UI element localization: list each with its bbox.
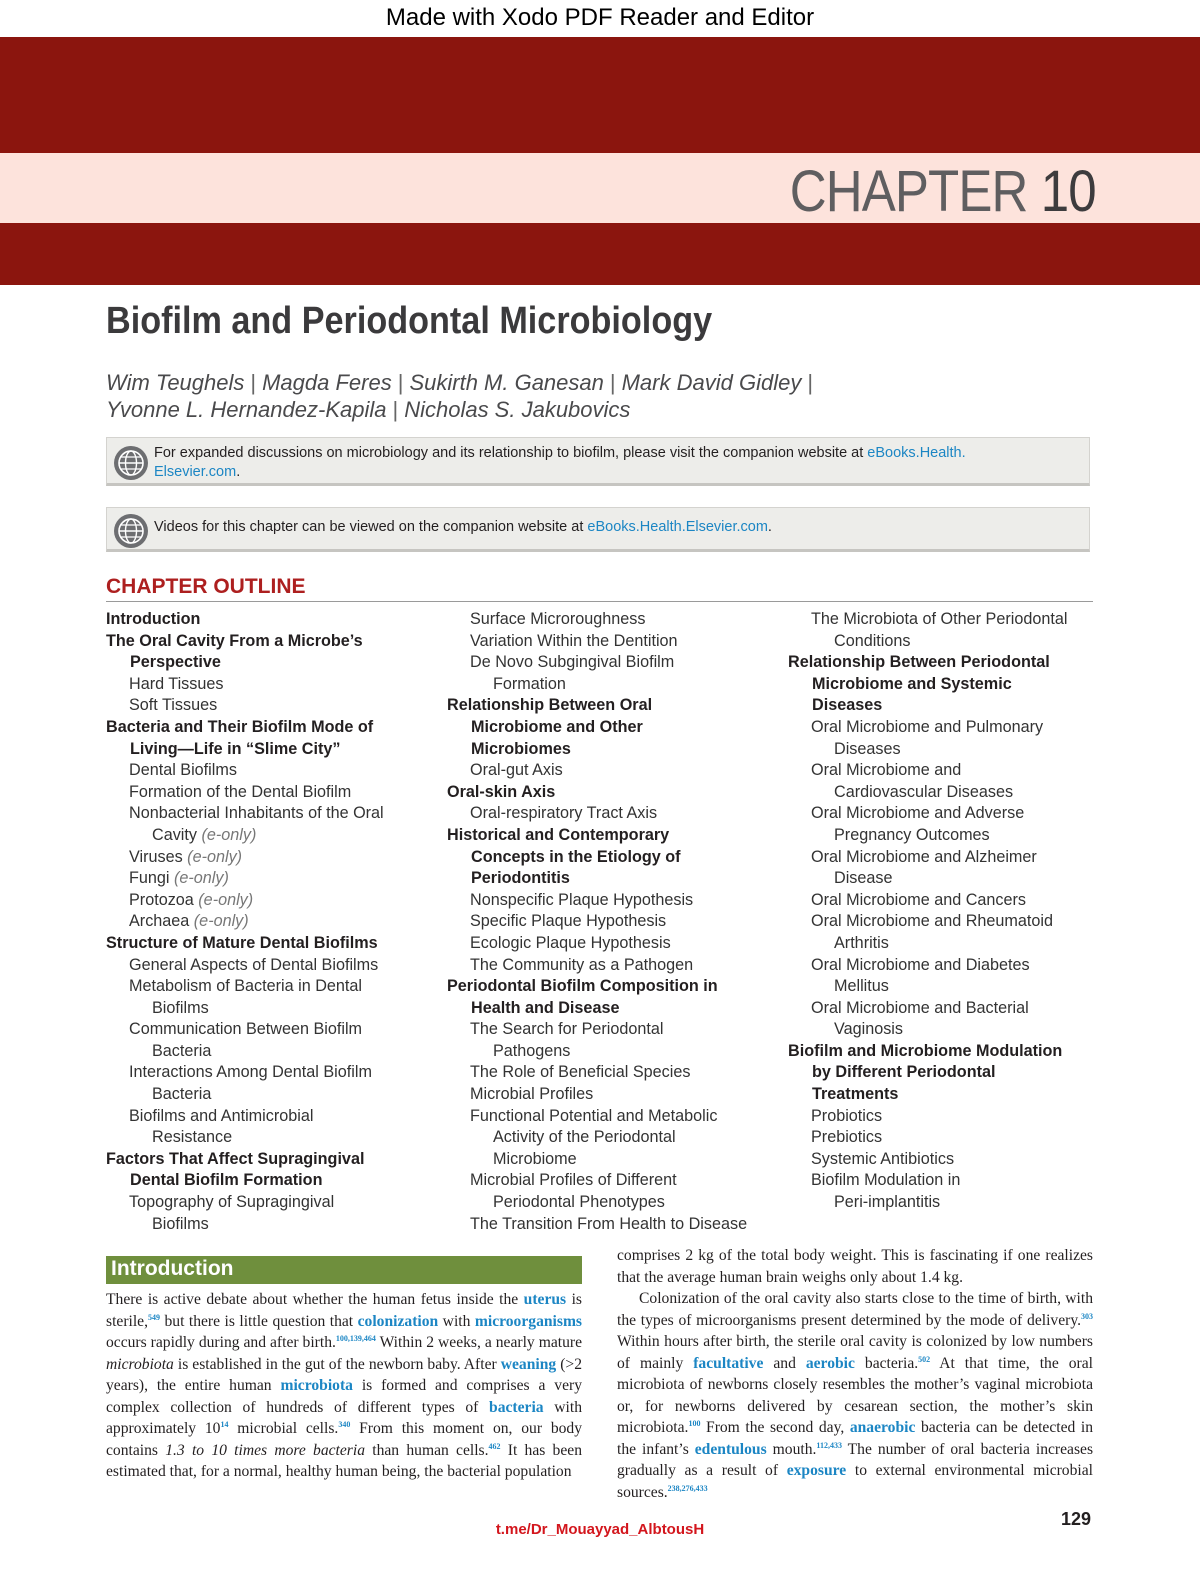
chapter-label — [790, 158, 1096, 225]
outline-entry[interactable]: Nonspecific Plaque Hypothesis — [470, 890, 694, 909]
outline-entry[interactable]: Prebiotics — [811, 1128, 883, 1147]
outline-entry[interactable]: Oral Microbiome and Diabetes — [811, 955, 1030, 974]
outline-entry[interactable]: Biofilm Modulation in — [811, 1171, 961, 1190]
outline-entry[interactable]: Structure of Mature Dental Biofilms — [106, 933, 378, 952]
outline-entry[interactable]: Archaea (e-only) — [129, 912, 249, 931]
glossary-term[interactable]: aerobic — [805, 1354, 855, 1372]
outline-entry[interactable]: Communication Between Biofilm — [129, 1020, 363, 1039]
citation-reference[interactable]: 112,433 — [816, 1440, 842, 1450]
outline-entry[interactable]: Interactions Among Dental Biofilm — [129, 1063, 372, 1082]
outline-entry[interactable]: Mellitus — [834, 977, 889, 996]
outline-entry[interactable]: Periodontal Phenotypes — [493, 1193, 665, 1212]
outline-entry[interactable]: Microbiomes — [471, 739, 571, 758]
glossary-term[interactable]: exposure — [786, 1462, 847, 1479]
intro-paragraph-2: Colonization of the oral cavity also starts close to the time of birth, with the types of microorganisms present determined by the mode of delivery.$^{303}$ Within hours after birth, the sterile oral cavity is colonized by low numbers of mainly facultative and aerobic bacteria.$^{502}$ At that time, the oral microbiota of newborns closely resembles the mother’s vaginal microbiota or, for newborns delivered by cesarean section, the mother’s skin microbiota.$^{100}$ From the second day, anaerobic bacteria can be detected in the infant’s edentulous mouth.$^{112,433}$ The number of oral bacteria increases gradually as a result of exposure to external environmental microbial sources.$^{238,276,433}$ — [617, 1290, 1094, 1501]
author-separator: | — [250, 370, 257, 395]
chapter-title: Biofilm and Periodontal Microbiology — [106, 300, 713, 342]
outline-entry[interactable]: Relationship Between Periodontal — [788, 653, 1050, 672]
outline-entry[interactable]: Formation — [493, 674, 566, 693]
author-name: Magda Feres — [262, 370, 392, 395]
outline-entry[interactable]: Ecologic Plaque Hypothesis — [470, 933, 671, 952]
chapter-word: CHAPTER — [789, 159, 1028, 224]
outline-column-2 — [447, 609, 772, 1235]
outline-entry[interactable]: Oral Microbiome and Rheumatoid — [811, 912, 1054, 931]
chapter-number: 10 — [1040, 159, 1096, 224]
outline-entry[interactable]: Specific Plaque Hypothesis — [470, 912, 667, 931]
outline-entry[interactable]: Variation Within the Dentition — [470, 631, 678, 650]
expanded-discussion-text: For expanded discussions on microbiology and its relationship to biofilm, please visit the companion website at eBooks.Health. Elsevier.com. — [154, 445, 966, 480]
outline-entry[interactable]: Peri-implantitis — [834, 1193, 941, 1212]
globe-icon — [112, 444, 150, 482]
outline-entry[interactable]: Microbial Profiles — [470, 1085, 594, 1104]
outline-entry[interactable]: The Role of Beneficial Species — [470, 1063, 691, 1082]
outline-entry[interactable]: Probiotics — [811, 1106, 883, 1125]
citation-reference[interactable]: 100 — [688, 1418, 701, 1428]
outline-entry[interactable]: Hard Tissues — [129, 674, 224, 693]
outline-entry[interactable]: Oral Microbiome and Cancers — [811, 890, 1027, 909]
e-only-tag: (e-only) — [189, 912, 249, 931]
citation-reference[interactable]: 549 — [148, 1312, 160, 1322]
outline-entry[interactable]: Biofilms and Antimicrobial — [129, 1106, 314, 1125]
outline-entry[interactable]: The Oral Cavity From a Microbe’s — [106, 631, 363, 650]
outline-entry[interactable]: Nonbacterial Inhabitants of the Oral — [129, 804, 384, 823]
author-separator: | — [397, 370, 404, 395]
outline-entry[interactable]: Oral Microbiome and — [811, 761, 962, 780]
glossary-term[interactable]: microorganisms — [474, 1312, 582, 1330]
page-number: 129 — [1061, 1509, 1092, 1529]
outline-entry[interactable]: Conditions — [834, 631, 911, 650]
intro-paragraph-1-continued: comprises 2 kg of the total body weight. This is fascinating if one realizes that the average human brain weighs only about 1.4 kg. — [617, 1247, 1093, 1286]
outline-entry[interactable]: Diseases — [812, 696, 883, 715]
outline-entry[interactable]: Relationship Between Oral — [447, 696, 653, 715]
outline-entry[interactable]: Oral-skin Axis — [447, 782, 556, 801]
outline-entry[interactable]: Biofilms — [152, 998, 209, 1017]
author-name: Yvonne L. Hernandez-Kapila — [106, 397, 387, 422]
companion-website-link-cont[interactable]: Elsevier.com — [154, 464, 237, 480]
outline-entry[interactable]: Microbiome — [493, 1149, 577, 1168]
outline-entry[interactable]: Treatments — [812, 1085, 899, 1104]
outline-column-3 — [788, 609, 1100, 1214]
outline-entry[interactable]: Bacteria — [152, 1041, 212, 1060]
citation-reference[interactable]: 502 — [918, 1354, 931, 1364]
author-name: Wim Teughels — [106, 370, 245, 395]
author-name: Nicholas S. Jakubovics — [404, 397, 631, 422]
outline-entry[interactable]: Resistance — [152, 1128, 233, 1147]
glossary-term[interactable]: microbiota — [280, 1377, 353, 1394]
videos-website-link[interactable]: eBooks.Health.Elsevier.com — [587, 519, 768, 535]
outline-entry[interactable]: Topography of Supragingival — [129, 1193, 335, 1212]
introduction-heading: Introduction — [111, 1257, 234, 1280]
chapter-outline-heading: CHAPTER OUTLINE — [106, 575, 306, 598]
outline-entry[interactable]: Bacteria and Their Biofilm Mode of — [106, 717, 374, 736]
introduction-heading-bar — [106, 1256, 582, 1284]
outline-entry[interactable]: General Aspects of Dental Biofilms — [129, 955, 379, 974]
glossary-term[interactable]: colonization — [357, 1312, 439, 1330]
glossary-term[interactable]: weaning — [500, 1355, 557, 1373]
outline-divider — [106, 601, 1093, 602]
outline-entry[interactable]: Activity of the Periodontal — [493, 1128, 676, 1147]
videos-note — [106, 507, 1090, 552]
outline-entry[interactable]: Biofilm and Microbiome Modulation — [788, 1041, 1063, 1060]
outline-entry[interactable]: Introduction — [106, 610, 201, 628]
citation-reference[interactable]: 14 — [220, 1419, 229, 1429]
outline-entry[interactable]: Oral Microbiome and Bacterial — [811, 998, 1029, 1017]
outline-entry[interactable]: Protozoa (e-only) — [129, 890, 254, 909]
e-only-tag: (e-only) — [196, 825, 257, 844]
outline-entry[interactable]: Oral Microbiome and Pulmonary — [811, 717, 1044, 736]
outline-entry[interactable]: Arthritis — [834, 933, 889, 952]
outline-entry[interactable]: Biofilms — [152, 1214, 209, 1233]
author-name: Sukirth M. Ganesan — [409, 370, 604, 395]
author-name: Mark David Gidley — [621, 370, 802, 395]
glossary-term[interactable]: bacteria — [489, 1398, 544, 1416]
outline-entry[interactable]: Periodontal Biofilm Composition in — [447, 977, 718, 996]
outline-entry[interactable]: Functional Potential and Metabolic — [470, 1106, 718, 1125]
glossary-term[interactable]: uterus — [523, 1291, 567, 1308]
outline-entry[interactable]: Vaginosis — [834, 1020, 903, 1039]
body-column-right — [617, 1245, 1093, 1503]
outline-entry[interactable]: Surface Microroughness — [470, 610, 646, 628]
companion-website-link[interactable]: eBooks.Health. — [867, 445, 966, 461]
outline-entry[interactable]: Pathogens — [493, 1041, 571, 1060]
intro-paragraph-1: There is active debate about whether the human fetus inside the uterus is sterile,$^{549}$ but there is little question that colonization with microorganisms occurs rapidly during and after birth.$^{100,139,464}$ Within 2 weeks, a nearly mature microbiota is established in the gut of the newborn baby. After weaning (>2 years), the entire human microbiota is formed and comprises a very complex collection of hundreds of different types of bacteria with approximately $10^{14}$ microbial cells.$^{340}$ From this moment on, our body contains 1.3 to 10 times more bacteria than human cells.$^{462}$ It has been estimated that, for a normal, healthy human being, the bacterial population — [106, 1291, 583, 1480]
author-separator: | — [807, 370, 814, 395]
outline-entry[interactable]: Soft Tissues — [129, 696, 218, 715]
outline-entry[interactable]: Fungi (e-only) — [129, 869, 229, 888]
outline-entry[interactable]: Pregnancy Outcomes — [834, 825, 990, 844]
e-only-tag: (e-only) — [169, 869, 229, 888]
outline-entry[interactable]: Diseases — [834, 739, 901, 758]
body-column-left — [106, 1289, 582, 1483]
footer-telegram-link[interactable]: t.me/Dr_Mouayyad_AlbtousH — [495, 1521, 705, 1538]
chapter-header-band-top — [0, 37, 1200, 153]
outline-entry[interactable]: Microbiome and Systemic — [812, 674, 1012, 693]
xodo-watermark: Made with Xodo PDF Reader and Editor — [385, 4, 815, 31]
author-separator: | — [609, 370, 616, 395]
e-only-tag: (e-only) — [193, 890, 254, 909]
outline-entry[interactable]: Dental Biofilms — [129, 761, 237, 780]
chapter-header-band-bottom — [0, 223, 1200, 285]
outline-entry[interactable]: Microbial Profiles of Different — [470, 1171, 677, 1190]
outline-entry[interactable]: The Search for Periodontal — [470, 1020, 664, 1039]
outline-entry[interactable]: Concepts in the Etiology of — [471, 847, 681, 866]
outline-entry[interactable]: The Transition From Health to Disease — [470, 1214, 748, 1233]
glossary-term[interactable]: edentulous — [694, 1440, 767, 1458]
outline-entry[interactable]: Microbiome and Other — [471, 717, 643, 736]
author-list — [106, 369, 819, 423]
outline-entry[interactable]: Bacteria — [152, 1085, 212, 1104]
outline-entry[interactable]: Oral-gut Axis — [470, 761, 563, 780]
outline-column-1 — [106, 609, 436, 1235]
outline-entry[interactable]: Cardiovascular Diseases — [834, 782, 1014, 801]
outline-entry[interactable]: Perspective — [130, 653, 221, 672]
outline-entry[interactable]: Disease — [834, 869, 893, 888]
outline-entry[interactable]: De Novo Subgingival Biofilm — [470, 653, 675, 672]
citation-reference[interactable]: 462 — [488, 1441, 501, 1451]
outline-entry[interactable]: The Microbiota of Other Periodontal — [811, 610, 1068, 628]
outline-entry[interactable]: Historical and Contemporary — [447, 825, 670, 844]
outline-entry[interactable]: by Different Periodontal — [812, 1063, 996, 1082]
citation-reference[interactable]: 340 — [338, 1419, 351, 1429]
outline-entry[interactable]: Cavity (e-only) — [152, 825, 257, 844]
outline-entry[interactable]: Metabolism of Bacteria in Dental — [129, 977, 363, 996]
globe-icon — [112, 512, 150, 550]
citation-reference[interactable]: 303 — [1081, 1311, 1093, 1321]
outline-entry[interactable]: Oral Microbiome and Alzheimer — [811, 847, 1037, 866]
citation-reference[interactable]: 238,276,433 — [667, 1483, 708, 1493]
citation-reference[interactable]: 100,139,464 — [335, 1333, 376, 1343]
outline-entry[interactable]: Dental Biofilm Formation — [130, 1171, 323, 1190]
glossary-term[interactable]: facultative — [693, 1354, 764, 1372]
expanded-discussion-note — [106, 437, 1090, 486]
author-line-1 — [106, 369, 819, 396]
outline-entry[interactable]: Living—Life in “Slime City” — [130, 739, 341, 758]
outline-entry[interactable]: Viruses (e-only) — [129, 847, 243, 866]
videos-note-text: Videos for this chapter can be viewed on the companion website at eBooks.Health.Elsevier.com. — [154, 519, 772, 535]
outline-entry[interactable]: Periodontitis — [471, 869, 570, 888]
outline-entry[interactable]: Formation of the Dental Biofilm — [129, 782, 352, 801]
outline-entry[interactable]: Oral Microbiome and Adverse — [811, 804, 1025, 823]
e-only-tag: (e-only) — [182, 847, 243, 866]
outline-entry[interactable]: The Community as a Pathogen — [470, 955, 694, 974]
author-line-2 — [106, 396, 819, 423]
author-separator: | — [392, 397, 399, 422]
outline-entry[interactable]: Health and Disease — [471, 998, 620, 1017]
outline-entry[interactable]: Factors That Affect Supragingival — [106, 1149, 365, 1168]
outline-entry[interactable]: Oral-respiratory Tract Axis — [470, 804, 658, 823]
glossary-term[interactable]: anaerobic — [849, 1419, 916, 1436]
outline-entry[interactable]: Systemic Antibiotics — [811, 1149, 955, 1168]
